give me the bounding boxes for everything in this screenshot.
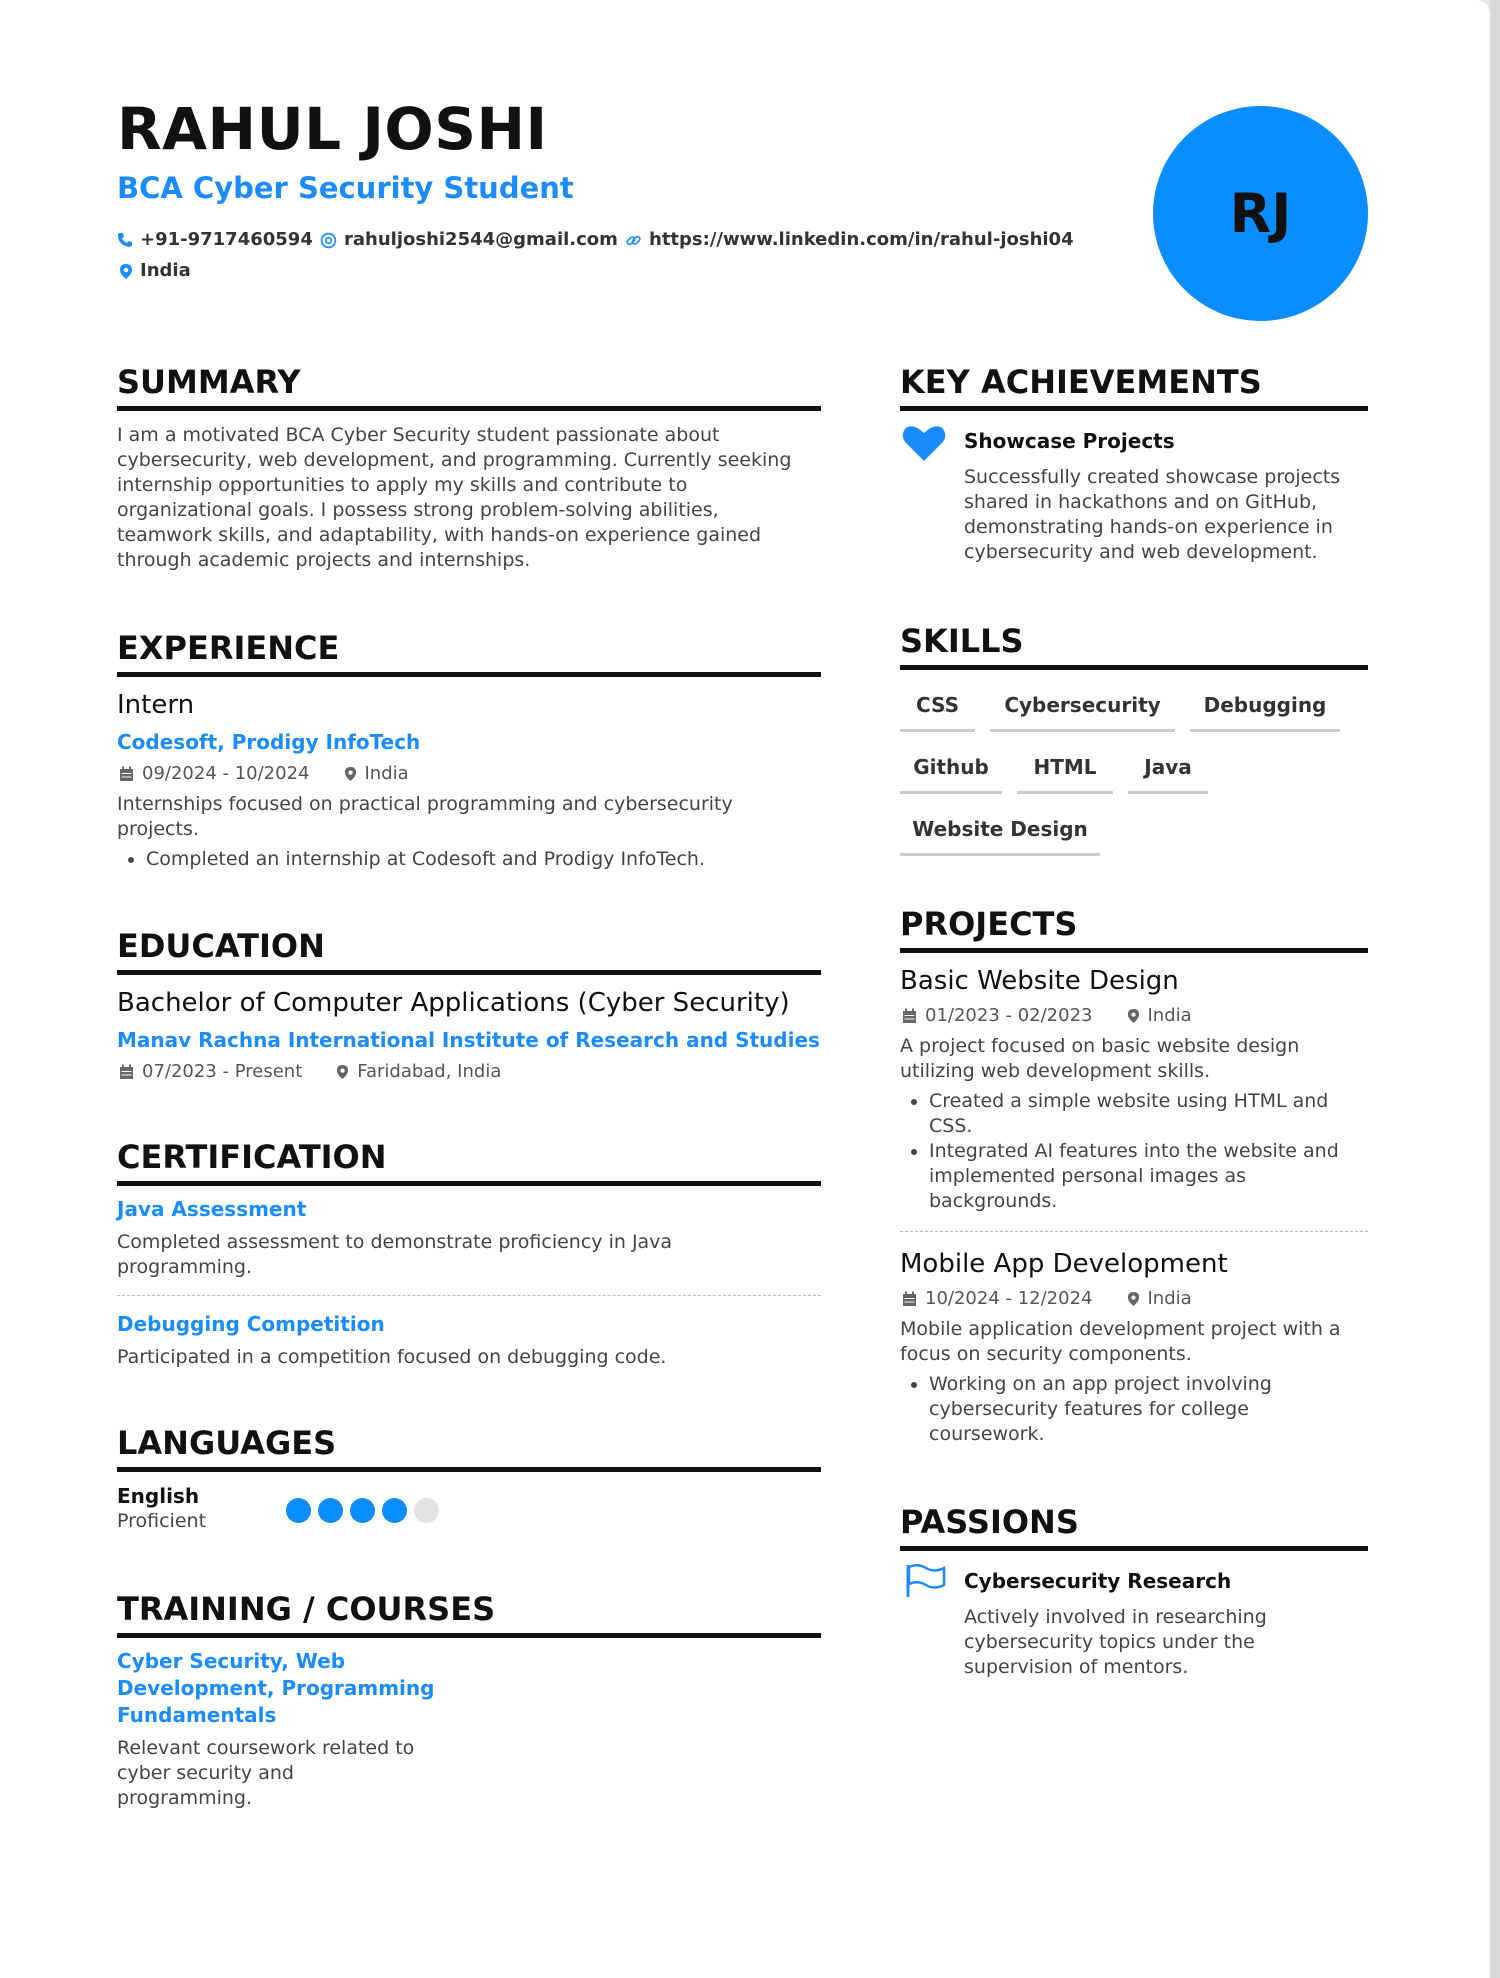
project-bullet xyxy=(929,1139,1397,1214)
project-bullet xyxy=(929,1089,1397,1139)
project-bullet-line: coursework. xyxy=(929,1423,1045,1445)
certification-description xyxy=(117,1230,821,1280)
project-location: India xyxy=(1147,1288,1192,1309)
rating-dot-filled xyxy=(382,1498,407,1523)
achievement-title: Showcase Projects xyxy=(964,429,1175,453)
project-bullet-line: Integrated AI features into the website and xyxy=(929,1140,1339,1162)
achievements-heading: KEY ACHIEVEMENTS xyxy=(900,366,1368,411)
skill-tag: Github xyxy=(900,755,1002,794)
experience-desc-line: projects. xyxy=(117,818,199,840)
contact-phone xyxy=(117,231,313,249)
language-rating xyxy=(286,1498,446,1523)
passion-title: Cybersecurity Research xyxy=(964,1569,1232,1593)
skill-tag: CSS xyxy=(900,693,975,732)
passions-heading: PASSIONS xyxy=(900,1506,1368,1551)
training-line: programming. xyxy=(117,1787,253,1809)
location-text: India xyxy=(140,260,191,281)
summary-line: through academic projects and internships. xyxy=(117,549,531,571)
skill-tag: Website Design xyxy=(900,817,1100,856)
passion-line: Actively involved in researching xyxy=(964,1606,1267,1628)
achievement-line: shared in hackathons and on GitHub, xyxy=(964,491,1318,513)
location-pin-icon xyxy=(1127,1008,1140,1024)
training-title-line: Development, Programming xyxy=(117,1676,435,1700)
project-title: Basic Website Design xyxy=(900,966,1179,996)
education-location: Faridabad, India xyxy=(357,1061,502,1082)
training-title-line: Fundamentals xyxy=(117,1703,277,1727)
experience-bullets xyxy=(117,847,850,872)
passion-line: supervision of mentors. xyxy=(964,1656,1189,1678)
calendar-icon xyxy=(119,766,134,782)
window-edge xyxy=(1490,0,1500,1978)
project-bullet-line: backgrounds. xyxy=(929,1190,1058,1212)
training-title-line: Cyber Security, Web xyxy=(117,1649,346,1673)
language-name: English xyxy=(117,1484,200,1508)
education-school: Manav Rachna International Institute of Research and Studies xyxy=(117,1028,820,1052)
email-address[interactable]: rahuljoshi2544@gmail.com xyxy=(344,229,618,250)
calendar-icon xyxy=(119,1064,134,1080)
rating-dot-filled xyxy=(350,1498,375,1523)
project-bullets xyxy=(900,1372,1397,1447)
training-description xyxy=(117,1736,477,1811)
certification-line: Completed assessment to demonstrate proficiency in Java xyxy=(117,1231,673,1253)
passion-line: cybersecurity topics under the xyxy=(964,1631,1255,1653)
project-bullets xyxy=(900,1089,1397,1214)
phone-number: +91-9717460594 xyxy=(140,229,313,250)
language-level: Proficient xyxy=(117,1510,207,1532)
skill-tag: HTML xyxy=(1017,755,1113,794)
achievement-line: Successfully created showcase projects xyxy=(964,466,1341,488)
project-description xyxy=(900,1034,1368,1084)
avatar xyxy=(1153,106,1368,321)
experience-heading: EXPERIENCE xyxy=(117,632,821,677)
project-bullet-line: cybersecurity features for college xyxy=(929,1398,1249,1420)
divider xyxy=(900,1231,1368,1232)
experience-description xyxy=(117,792,821,842)
project-title: Mobile App Development xyxy=(900,1249,1228,1279)
experience-company: Codesoft, Prodigy InfoTech xyxy=(117,730,421,754)
achievement-line: cybersecurity and web development. xyxy=(964,541,1318,563)
divider xyxy=(117,1295,821,1296)
rating-dot-filled xyxy=(318,1498,343,1523)
achievement-line: demonstrating hands-on experience in xyxy=(964,516,1333,538)
experience-meta xyxy=(119,765,409,783)
summary-text xyxy=(117,423,821,573)
summary-line: teamwork skills, and adaptability, with hands-on experience gained xyxy=(117,524,762,546)
flag-icon xyxy=(904,1563,948,1599)
location-pin-icon xyxy=(344,766,357,782)
summary-line: internship opportunities to apply my skills and contribute to xyxy=(117,474,688,496)
achievement-description xyxy=(964,465,1364,565)
link-icon xyxy=(625,232,642,249)
calendar-icon xyxy=(902,1291,917,1307)
training-heading: TRAINING / COURSES xyxy=(117,1593,821,1638)
certification-line: Participated in a competition focused on debugging code. xyxy=(117,1346,667,1368)
project-location: India xyxy=(1147,1005,1192,1026)
project-dates: 01/2023 - 02/2023 xyxy=(925,1005,1093,1026)
projects-heading: PROJECTS xyxy=(900,908,1368,953)
skill-tag: Cybersecurity xyxy=(990,693,1175,732)
project-desc-line: utilizing web development skills. xyxy=(900,1060,1211,1082)
project-bullet-line: Created a simple website using HTML and xyxy=(929,1090,1329,1112)
summary-line: cybersecurity, web development, and programming. Currently seeking xyxy=(117,449,792,471)
phone-icon xyxy=(117,232,133,248)
location-pin-icon xyxy=(119,263,133,280)
project-desc-line: A project focused on basic website design xyxy=(900,1035,1300,1057)
skill-tag: Debugging xyxy=(1190,693,1340,732)
calendar-icon xyxy=(902,1008,917,1024)
summary-line: organizational goals. I possess strong problem-solving abilities, xyxy=(117,499,719,521)
passion-description xyxy=(964,1605,1364,1680)
certification-description xyxy=(117,1345,821,1370)
education-meta xyxy=(119,1063,501,1081)
rating-dot-filled xyxy=(286,1498,311,1523)
certification-title: Java Assessment xyxy=(117,1197,307,1221)
languages-heading: LANGUAGES xyxy=(117,1427,821,1472)
contact-email[interactable] xyxy=(320,231,618,249)
project-description xyxy=(900,1317,1368,1367)
experience-bullet: • Completed an internship at Codesoft and Prodigy InfoTech. xyxy=(146,847,850,872)
project-bullet-line: implemented personal images as xyxy=(929,1165,1247,1187)
project-desc-line: focus on security components. xyxy=(900,1343,1192,1365)
project-bullet-line: Working on an app project involving xyxy=(929,1373,1272,1395)
education-dates: 07/2023 - Present xyxy=(142,1061,303,1082)
certification-line: programming. xyxy=(117,1256,253,1278)
certification-heading: CERTIFICATION xyxy=(117,1141,821,1186)
certification-title: Debugging Competition xyxy=(117,1312,385,1336)
location-pin-icon xyxy=(336,1064,349,1080)
contact-location xyxy=(119,262,191,280)
summary-heading: SUMMARY xyxy=(117,366,821,411)
location-pin-icon xyxy=(1127,1291,1140,1307)
training-line: Relevant coursework related to xyxy=(117,1737,415,1759)
linkedin-url[interactable]: https://www.linkedin.com/in/rahul-joshi04 xyxy=(649,229,1074,250)
contact-linkedin[interactable] xyxy=(625,231,1074,249)
education-heading: EDUCATION xyxy=(117,930,821,975)
training-line: cyber security and xyxy=(117,1762,294,1784)
experience-dates: 09/2024 - 10/2024 xyxy=(142,763,310,784)
candidate-name: RAHUL JOSHI xyxy=(117,95,548,163)
project-desc-line: Mobile application development project with a xyxy=(900,1318,1341,1340)
project-dates: 10/2024 - 12/2024 xyxy=(925,1288,1093,1309)
experience-title: Intern xyxy=(117,690,195,720)
education-degree: Bachelor of Computer Applications (Cyber Security) xyxy=(117,988,790,1018)
skill-tag: Java xyxy=(1128,755,1208,794)
experience-desc-line: Internships focused on practical programming and cybersecurity xyxy=(117,793,733,815)
experience-location: India xyxy=(364,763,409,784)
avatar-initials: RJ xyxy=(1229,182,1292,245)
project-bullet-line: CSS. xyxy=(929,1115,973,1137)
project-bullet xyxy=(929,1372,1397,1447)
skills-heading: SKILLS xyxy=(900,625,1368,670)
at-icon xyxy=(320,232,337,249)
summary-line: I am a motivated BCA Cyber Security student passionate about xyxy=(117,424,720,446)
candidate-role: BCA Cyber Security Student xyxy=(117,171,574,205)
project-meta xyxy=(902,1290,1192,1308)
heart-icon xyxy=(902,424,946,462)
training-title xyxy=(117,1648,477,1729)
rating-dot-empty xyxy=(414,1498,439,1523)
project-meta xyxy=(902,1007,1192,1025)
